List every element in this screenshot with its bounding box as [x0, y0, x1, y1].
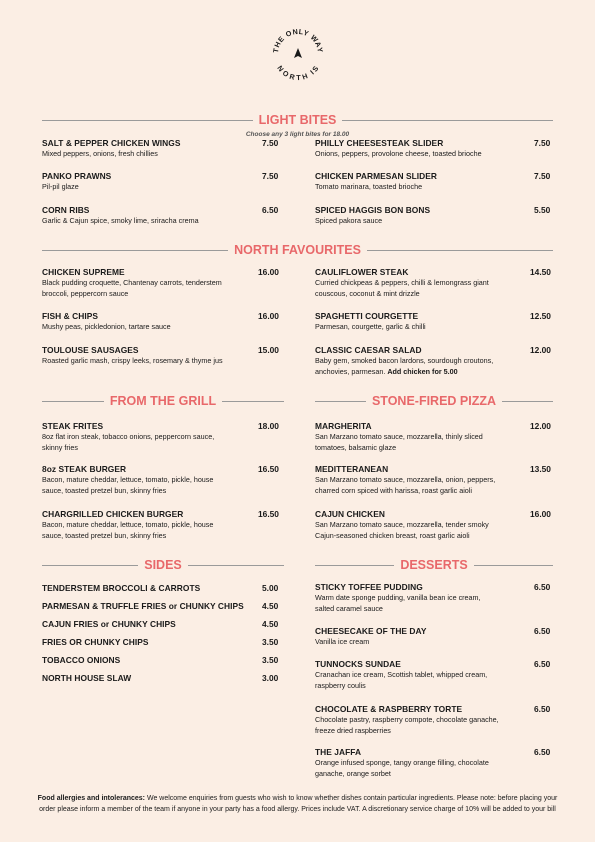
pizza-item	[315, 421, 551, 453]
item-price: 14.50	[530, 267, 551, 277]
item-description	[42, 278, 222, 299]
item-description-line: couscous, coconut & mint drizzle	[315, 288, 420, 298]
light-bite-item	[315, 205, 551, 227]
item-price: 5.50	[534, 205, 551, 215]
item-name: CHOCOLATE & RASPBERRY TORTE	[315, 704, 463, 714]
pizza-item	[315, 509, 551, 541]
item-price: 6.50	[262, 205, 279, 215]
item-price: 12.00	[530, 345, 551, 355]
item-description-line: Cranachan ice cream, Scottish tablet, whipped cream,	[315, 670, 488, 679]
item-description-line: Roasted garlic mash, crispy leeks, rosemary & thyme jus	[42, 356, 223, 365]
item-description-line: Mixed peppers, onions, fresh chillies	[42, 149, 158, 158]
favourite-item	[42, 267, 279, 299]
item-description	[315, 758, 489, 779]
section-sides	[42, 558, 284, 572]
grill-item	[42, 509, 279, 541]
item-name: SPICED HAGGIS BON BONS	[315, 205, 431, 215]
item-description	[42, 322, 171, 333]
item-price: 16.00	[530, 509, 551, 519]
item-description-line: Mushy peas, pickledonion, tartare sauce	[42, 322, 171, 331]
item-name: PHILLY CHEESESTEAK SLIDER	[315, 138, 444, 148]
light-bite-item	[42, 205, 279, 227]
item-name: 8oz STEAK BURGER	[42, 464, 127, 474]
grill-item	[42, 464, 279, 496]
item-price: 16.50	[258, 509, 279, 519]
divider	[474, 565, 553, 566]
light-bite-item	[42, 138, 279, 160]
item-description	[42, 475, 213, 496]
allergy-notice-heading: Food allergies and intolerances:	[37, 795, 146, 802]
item-name: TUNNOCKS SUNDAE	[315, 659, 401, 669]
item-price: 15.00	[258, 345, 279, 355]
section-title: NORTH FAVOURITES	[234, 243, 361, 257]
item-description	[315, 715, 499, 736]
item-description-line: ganache, orange sorbet	[315, 768, 391, 778]
item-description-line: broccoli, peppercorn sauce	[42, 288, 129, 298]
logo-bottom-text: NORTH IS	[275, 63, 321, 82]
dessert-item	[315, 704, 551, 736]
item-description-line: charred corn spiced with harissa, roast garlic aioli	[315, 485, 472, 495]
item-name: CHICKEN SUPREME	[42, 267, 125, 277]
item-name: MEDITTERANEAN	[315, 464, 389, 474]
dessert-item	[315, 659, 551, 691]
item-name: TOULOUSE SAUSAGES	[42, 345, 139, 355]
favourite-item	[42, 311, 279, 333]
item-description-line: Warm date sponge pudding, vanilla bean ice cream,	[315, 593, 481, 602]
item-price: 6.50	[534, 582, 551, 592]
item-description	[42, 149, 180, 160]
item-name: CHARGRILLED CHICKEN BURGER	[42, 509, 184, 519]
item-price: 4.50	[262, 601, 279, 611]
side-item	[42, 601, 279, 611]
item-price: 3.50	[262, 637, 279, 647]
favourite-item	[315, 345, 551, 377]
item-description-line: Parmesan, courgette, garlic & chilli	[315, 322, 426, 331]
item-price: 16.50	[258, 464, 279, 474]
item-description-line: San Marzano tomato sauce, mozzarella, thinly sliced	[315, 432, 483, 441]
section-title: FROM THE GRILL	[109, 394, 217, 408]
item-description-line: Tomato marinara, toasted brioche	[315, 182, 423, 191]
item-description-line: Orange infused sponge, tangy orange filling, chocolate	[315, 758, 489, 767]
side-item	[42, 583, 279, 593]
item-price: 7.50	[262, 138, 279, 148]
dessert-item	[315, 747, 551, 779]
item-description-line: sauce, toasted pretzel bun, skinny fries	[42, 485, 167, 495]
divider	[342, 120, 553, 121]
item-name: CLASSIC CAESAR SALAD	[315, 345, 422, 355]
item-description-line: Pil-pil glaze	[42, 182, 79, 191]
section-subtitle: Choose any 3 light bites for 18.00	[245, 131, 350, 138]
item-description-line: Chocolate pastry, raspberry compote, chocolate ganache,	[315, 715, 499, 724]
light-bite-item	[315, 171, 551, 193]
divider	[315, 565, 394, 566]
item-name: CHEESECAKE OF THE DAY	[315, 626, 427, 636]
item-description	[42, 182, 111, 193]
divider	[188, 565, 284, 566]
favourite-item	[315, 267, 551, 299]
divider	[42, 120, 253, 121]
item-description	[315, 356, 493, 377]
section-north-favourites	[0, 243, 595, 257]
item-name: CHICKEN PARMESAN SLIDER	[315, 171, 437, 181]
item-description-line: San Marzano tomato sauce, mozzarella, onion, peppers,	[315, 475, 496, 484]
item-description	[315, 278, 489, 299]
item-description	[315, 520, 489, 541]
side-item	[42, 673, 279, 683]
item-description-line: skinny fries	[42, 442, 78, 452]
item-price: 12.00	[530, 421, 551, 431]
item-name: STICKY TOFFEE PUDDING	[315, 582, 423, 592]
light-bite-item	[315, 138, 551, 160]
item-description-line: Onions, peppers, provolone cheese, toasted brioche	[315, 149, 482, 158]
side-item	[42, 637, 279, 647]
item-name: PARMESAN & TRUFFLE FRIES or CHUNKY CHIPS	[42, 601, 244, 611]
item-description-line: Curried chickpeas & peppers, chilli & lemongrass giant	[315, 278, 489, 287]
side-item	[42, 619, 279, 629]
item-description	[315, 593, 481, 614]
item-price: 7.50	[534, 171, 551, 181]
item-description	[315, 670, 487, 691]
favourite-item	[315, 311, 551, 333]
section-title: STONE-FIRED PIZZA	[371, 394, 497, 408]
item-name: FRIES OR CHUNKY CHIPS	[42, 637, 149, 647]
item-name: CORN RIBS	[42, 205, 90, 215]
grill-item	[42, 421, 279, 453]
item-name: TENDERSTEM BROCCOLI & CARROTS	[42, 583, 201, 593]
divider	[42, 565, 138, 566]
item-name: PANKO PRAWNS	[42, 171, 112, 181]
side-item	[42, 655, 279, 665]
item-addon-note: Add chicken for 5.00	[387, 366, 458, 376]
section-light-bites	[0, 113, 595, 127]
item-description-line: anchovies, parmesan.	[315, 366, 386, 376]
item-price: 7.50	[262, 171, 279, 181]
item-description	[315, 216, 430, 227]
allergy-notice	[30, 794, 565, 815]
item-name: THE JAFFA	[315, 747, 362, 757]
item-description	[42, 520, 213, 541]
item-name: FISH & CHIPS	[42, 311, 98, 321]
divider	[502, 401, 553, 402]
item-price: 6.50	[534, 747, 551, 757]
item-name: TOBACCO ONIONS	[42, 655, 121, 665]
item-price: 4.50	[262, 619, 279, 629]
dessert-item	[315, 582, 551, 614]
item-price: 7.50	[534, 138, 551, 148]
item-description-line: Black pudding croquette, Chantenay carrots, tenderstem	[42, 278, 222, 287]
pizza-item	[315, 464, 551, 496]
dessert-item	[315, 626, 551, 648]
item-price: 12.50	[530, 311, 551, 321]
item-name: NORTH HOUSE SLAW	[42, 673, 132, 683]
item-price: 3.50	[262, 655, 279, 665]
brand-logo	[270, 26, 326, 82]
section-title: SIDES	[144, 558, 182, 572]
allergy-notice-text: We welcome enquiries from guests who wish to know whether dishes contain particular ingredients. Please note: before placing your order please inform a member of the team if anyone in your party has a food allergy. Prices include VAT. A discretionary service charge of 10% will be added to your bill	[39, 795, 558, 813]
item-price: 13.50	[530, 464, 551, 474]
divider	[222, 401, 284, 402]
item-description-line: 8oz flat iron steak, tobacco onions, peppercorn sauce,	[42, 432, 215, 441]
divider	[315, 401, 366, 402]
item-description-line: sauce, toasted pretzel bun, skinny fries	[42, 530, 167, 540]
section-stone-fired-pizza	[315, 394, 553, 408]
item-description	[42, 356, 223, 367]
item-description	[42, 216, 199, 227]
item-price: 18.00	[258, 421, 279, 431]
section-title: LIGHT BITES	[258, 113, 337, 127]
item-description-line: tomatoes, balsamic glaze	[315, 442, 397, 452]
item-description	[315, 182, 437, 193]
section-from-the-grill	[42, 394, 284, 408]
item-price: 6.50	[534, 704, 551, 714]
item-price: 6.50	[534, 626, 551, 636]
item-description	[315, 322, 426, 333]
section-title: DESSERTS	[400, 558, 468, 572]
item-name: SALT & PEPPER CHICKEN WINGS	[42, 138, 181, 148]
item-price: 16.00	[258, 267, 279, 277]
item-name: STEAK FRITES	[42, 421, 104, 431]
item-description-line: Cajun-seasoned chicken breast, roast garlic aioli	[315, 530, 470, 540]
item-description-line: Bacon, mature cheddar, lettuce, tomato, pickle, house	[42, 475, 214, 484]
arrow-icon	[294, 48, 302, 58]
light-bite-item	[42, 171, 279, 193]
item-price: 3.00	[262, 673, 279, 683]
item-name: CAJUN CHICKEN	[315, 509, 385, 519]
item-description-line: Bacon, mature cheddar, lettuce, tomato, pickle, house	[42, 520, 214, 529]
item-description	[315, 475, 495, 496]
item-description	[315, 637, 427, 648]
item-name: CAJUN FRIES or CHUNKY CHIPS	[42, 619, 176, 629]
divider	[42, 401, 104, 402]
item-price: 6.50	[534, 659, 551, 669]
item-description-line: Baby gem, smoked bacon lardons, sourdough croutons,	[315, 356, 494, 365]
item-description-line: Garlic & Cajun spice, smoky lime, sriracha crema	[42, 216, 199, 225]
item-name: CAULIFLOWER STEAK	[315, 267, 409, 277]
svg-text:NORTH IS	[275, 64, 320, 82]
item-name: MARGHERITA	[315, 421, 372, 431]
item-description-line: Vanilla ice cream	[315, 637, 370, 646]
item-description	[315, 432, 483, 453]
item-price: 16.00	[258, 311, 279, 321]
item-description	[315, 149, 482, 160]
logo-top-text: THE ONLY WAY	[270, 26, 326, 54]
section-desserts	[315, 558, 553, 572]
item-description-line: raspberry coulis	[315, 680, 366, 690]
item-description-line: salted caramel sauce	[315, 603, 383, 613]
favourite-item	[42, 345, 279, 367]
item-description	[42, 432, 214, 453]
item-description-line: Spiced pakora sauce	[315, 216, 383, 225]
item-price: 5.00	[262, 583, 279, 593]
divider	[42, 250, 228, 251]
item-name: SPAGHETTI COURGETTE	[315, 311, 419, 321]
item-description-line: freeze dried raspberries	[315, 725, 391, 735]
divider	[367, 250, 553, 251]
item-description-line: San Marzano tomato sauce, mozzarella, tender smoky	[315, 520, 489, 529]
